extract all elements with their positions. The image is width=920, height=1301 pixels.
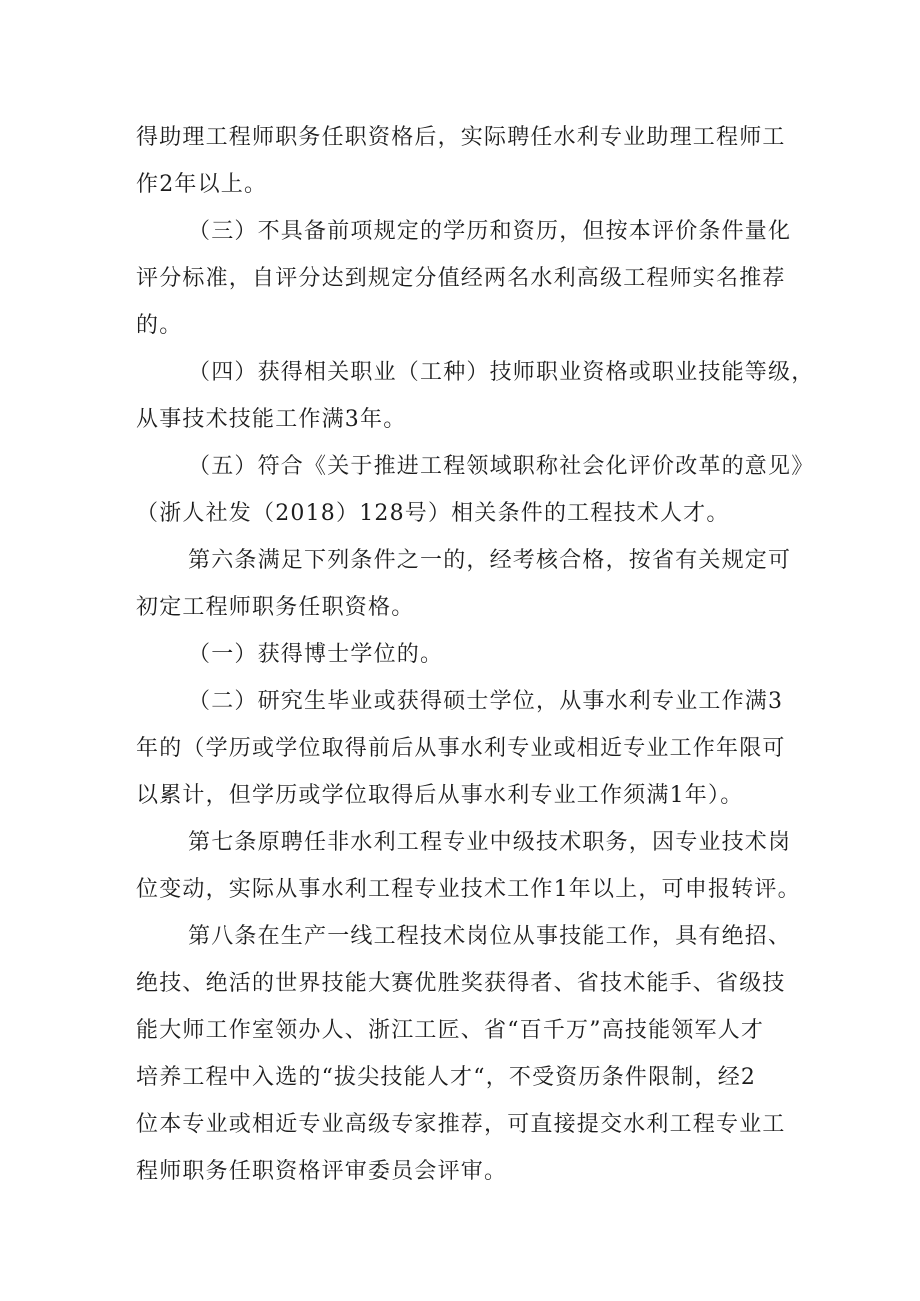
text-line: 第六条满足下列条件之一的，经考核合格，按省有关规定可 bbox=[188, 548, 792, 573]
text-line: 的。 bbox=[136, 313, 183, 338]
text-line: 绝技、绝活的世界技能大赛优胜奖获得者、省技术能手、省级技 bbox=[136, 971, 786, 996]
text-line: （一）获得博士学位的。 bbox=[188, 642, 444, 667]
text-line: 培养工程中入选的“拔尖技能人才“，不受资历条件限制，经2 bbox=[136, 1065, 757, 1090]
text-line: 评分标准，自评分达到规定分值经两名水利高级工程师实名推荐 bbox=[136, 266, 786, 291]
text-line: （四）获得相关职业（工种）技师职业资格或职业技能等级， bbox=[188, 360, 815, 385]
text-line: 第七条原聘任非水利工程专业中级技术职务，因专业技术岗 bbox=[188, 830, 792, 855]
text-line: 初定工程师职务任职资格。 bbox=[136, 595, 415, 620]
text-line: 从事技术技能工作满3年。 bbox=[136, 407, 407, 432]
text-line: 得助理工程师职务任职资格后，实际聘任水利专业助理工程师工 bbox=[136, 125, 786, 150]
text-line: 第八条在生产一线工程技术岗位从事技能工作，具有绝招、 bbox=[188, 924, 792, 949]
text-line: 作2年以上。 bbox=[136, 172, 268, 197]
text-line: 年的（学历或学位取得前后从事水利专业或相近专业工作年限可 bbox=[136, 736, 786, 761]
text-line: 能大师工作室领办人、浙江工匠、省“百千万”高技能领军人才 bbox=[136, 1018, 765, 1043]
text-line: （五）符合《关于推进工程领域职称社会化评价改革的意见》 bbox=[188, 454, 815, 479]
text-line: 程师职务任职资格评审委员会评审。 bbox=[136, 1159, 508, 1184]
text-line: （三）不具备前项规定的学历和资历，但按本评价条件量化 bbox=[188, 219, 792, 244]
text-line: 以累计，但学历或学位取得后从事水利专业工作须满1年）。 bbox=[136, 783, 744, 808]
text-line: 位变动，实际从事水利工程专业技术工作1年以上，可申报转评。 bbox=[136, 877, 801, 902]
text-line: （浙人社发（2018）128号）相关条件的工程技术人才。 bbox=[136, 501, 730, 526]
text-line: 位本专业或相近专业高级专家推荐，可直接提交水利工程专业工 bbox=[136, 1112, 786, 1137]
text-line: （二）研究生毕业或获得硕士学位，从事水利专业工作满3 bbox=[188, 689, 784, 714]
